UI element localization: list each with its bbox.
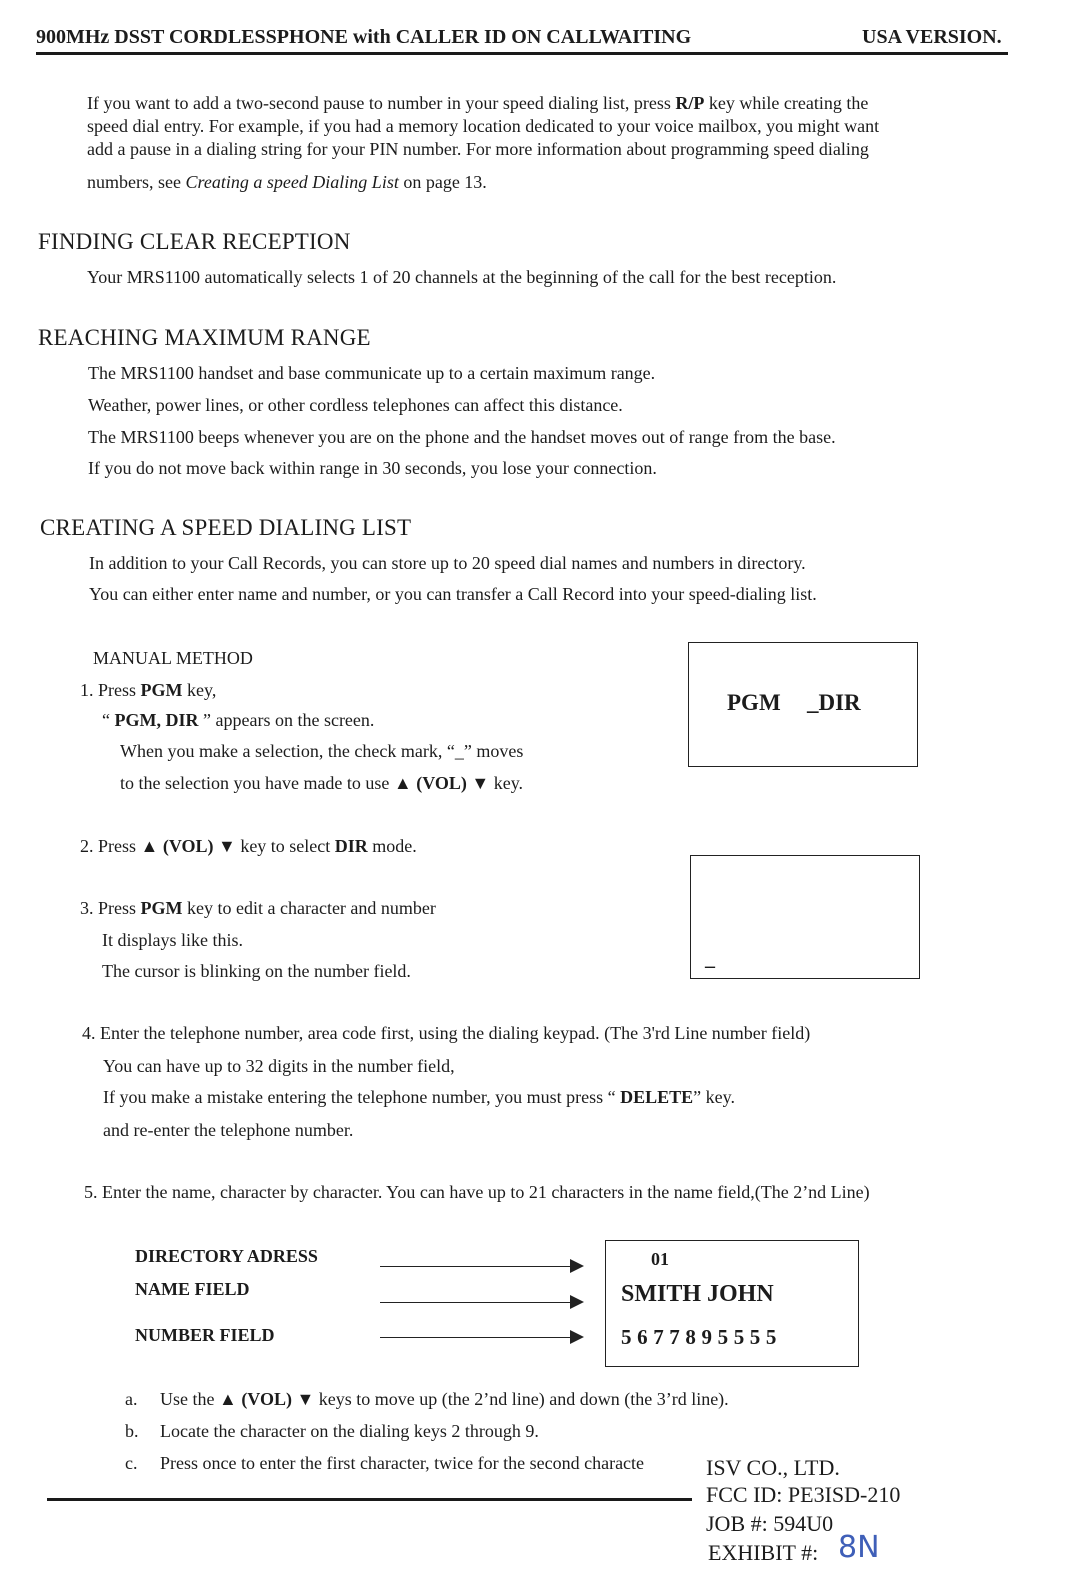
intro-text: on page 13. <box>398 172 487 192</box>
rp-key: R/P <box>675 93 705 113</box>
speed-dial-line: You can either enter name and number, or you can transfer a Call Record into your speed-dialing list. <box>89 584 817 604</box>
pgm-dir-key: PGM, DIR <box>114 710 199 730</box>
right-arrow-icon <box>380 1302 582 1303</box>
range-line: The MRS1100 handset and base communicate up to a certain maximum range. <box>88 363 656 383</box>
substep-marker: c. <box>125 1453 138 1473</box>
step-4-line-3 <box>103 1086 735 1108</box>
step-text: to the selection you have made to use <box>120 773 394 793</box>
intro-line-4 <box>87 171 487 193</box>
substep-b: Locate the character on the dialing keys 2 through 9. <box>160 1421 539 1441</box>
lcd-dir: _DIR <box>807 690 861 715</box>
step-text: key. <box>489 773 524 793</box>
pgm-key: PGM <box>140 898 183 918</box>
substep-marker: b. <box>125 1421 139 1441</box>
label-number-field: NUMBER FIELD <box>135 1325 275 1345</box>
step-text: key to select <box>235 836 335 856</box>
section-heading-reception: FINDING CLEAR RECEPTION <box>38 229 351 254</box>
section-heading-range: REACHING MAXIMUM RANGE <box>38 325 371 350</box>
lcd-address: 01 <box>651 1249 669 1269</box>
step-1 <box>80 679 216 701</box>
step-3-line-3: The cursor is blinking on the number field. <box>102 961 411 981</box>
lcd-cursor: _ <box>705 948 715 970</box>
stamp-exhibit: EXHIBIT #: <box>708 1540 819 1565</box>
step-3 <box>80 897 436 919</box>
intro-text: If you want to add a two-second pause to number in your speed dialing list, press <box>87 93 676 113</box>
subheading-manual-method: MANUAL METHOD <box>93 648 253 668</box>
step-1-line-4 <box>120 772 523 794</box>
intro-line-3: add a pause in a dialing string for your PIN number. For more information about programming speed dialing <box>87 139 869 159</box>
right-arrow-icon <box>380 1266 582 1267</box>
vol-key: (VOL) <box>162 836 214 856</box>
up-triangle-icon: ▲ <box>140 836 159 856</box>
document-title: 900MHz DSST CORDLESSPHONE with CALLER ID ON CALLWAITING <box>36 26 692 48</box>
step-text: 1. Press <box>80 680 141 700</box>
down-triangle-icon: ▼ <box>217 836 236 856</box>
step-text: key to edit a character and number <box>182 898 436 918</box>
step-text: mode. <box>367 836 417 856</box>
step-5: 5. Enter the name, character by character. You can have up to 21 characters in the name field,(The 2’nd Line) <box>84 1182 870 1202</box>
step-4: 4. Enter the telephone number, area code first, using the dialing keypad. (The 3'rd Line number field) <box>82 1023 811 1043</box>
lcd-display-directory <box>605 1240 859 1367</box>
step-4-line-4: and re-enter the telephone number. <box>103 1120 354 1140</box>
stamp-fcc-id: FCC ID: PE3ISD-210 <box>706 1482 901 1507</box>
up-triangle-icon: ▲ <box>393 773 412 793</box>
lcd-pgm: PGM <box>727 690 781 715</box>
range-line: The MRS1100 beeps whenever you are on the phone and the handset moves out of range from the base. <box>88 427 836 447</box>
intro-line-1 <box>87 92 868 114</box>
range-line: Weather, power lines, or other cordless telephones can affect this distance. <box>88 395 623 415</box>
step-text: keys to move up (the 2’nd line) and down (the 3’rd line). <box>314 1389 729 1409</box>
substep-a <box>160 1388 729 1410</box>
step-3-line-2: It displays like this. <box>102 930 243 950</box>
footer-rule <box>47 1498 692 1501</box>
speed-dial-line: In addition to your Call Records, you can store up to 20 speed dial names and numbers in directory. <box>89 553 806 573</box>
substep-c: Press once to enter the first character, twice for the second characte <box>160 1453 645 1473</box>
step-1-line-3: When you make a selection, the check mark, “_” moves <box>120 741 524 761</box>
label-name-field: NAME FIELD <box>135 1279 250 1299</box>
step-text: ” appears on the screen. <box>198 710 375 730</box>
section-heading-speed-dial: CREATING A SPEED DIALING LIST <box>40 515 412 540</box>
delete-key: DELETE <box>620 1087 694 1107</box>
cross-reference: Creating a speed Dialing List <box>185 172 399 192</box>
step-2 <box>80 835 417 857</box>
version-label: USA VERSION. <box>862 26 1002 48</box>
step-text: If you make a mistake entering the telephone number, you must press “ <box>103 1087 621 1107</box>
lcd-name: SMITH JOHN <box>621 1281 774 1307</box>
step-1-line-2 <box>102 709 374 731</box>
intro-text: numbers, see <box>87 172 186 192</box>
range-line: If you do not move back within range in 30 seconds, you lose your connection. <box>88 458 657 478</box>
step-text: key, <box>182 680 217 700</box>
stamp-job-number: JOB #: 594U0 <box>706 1511 834 1536</box>
step-text: “ <box>102 710 115 730</box>
step-text: 3. Press <box>80 898 141 918</box>
vol-key: (VOL) <box>416 773 467 793</box>
reception-text: Your MRS1100 automatically selects 1 of 20 channels at the beginning of the call for the best reception. <box>87 267 837 287</box>
right-arrow-icon <box>380 1337 582 1338</box>
down-triangle-icon: ▼ <box>471 773 490 793</box>
step-text: Use the <box>160 1389 219 1409</box>
step-text: 2. Press <box>80 836 141 856</box>
header-rule <box>36 52 1008 55</box>
substep-marker: a. <box>125 1389 138 1409</box>
step-text: ” key. <box>693 1087 735 1107</box>
intro-text: key while creating the <box>704 93 869 113</box>
intro-line-2: speed dial entry. For example, if you had a memory location dedicated to your voice mailbox, you might want <box>87 116 880 136</box>
vol-key: (VOL) <box>241 1389 292 1409</box>
stamp-company: ISV CO., LTD. <box>706 1455 840 1480</box>
lcd-number: 5677895555 <box>621 1325 782 1349</box>
down-triangle-icon: ▼ <box>296 1389 315 1409</box>
handwritten-exhibit-number: 8N <box>838 1530 880 1565</box>
up-triangle-icon: ▲ <box>218 1389 237 1409</box>
lcd-display-edit <box>690 855 920 979</box>
dir-key: DIR <box>334 836 368 856</box>
label-directory-address: DIRECTORY ADRESS <box>135 1246 318 1266</box>
step-4-line-2: You can have up to 32 digits in the number field, <box>103 1056 455 1076</box>
pgm-key: PGM <box>140 680 183 700</box>
lcd-display-pgm-dir <box>688 642 918 767</box>
